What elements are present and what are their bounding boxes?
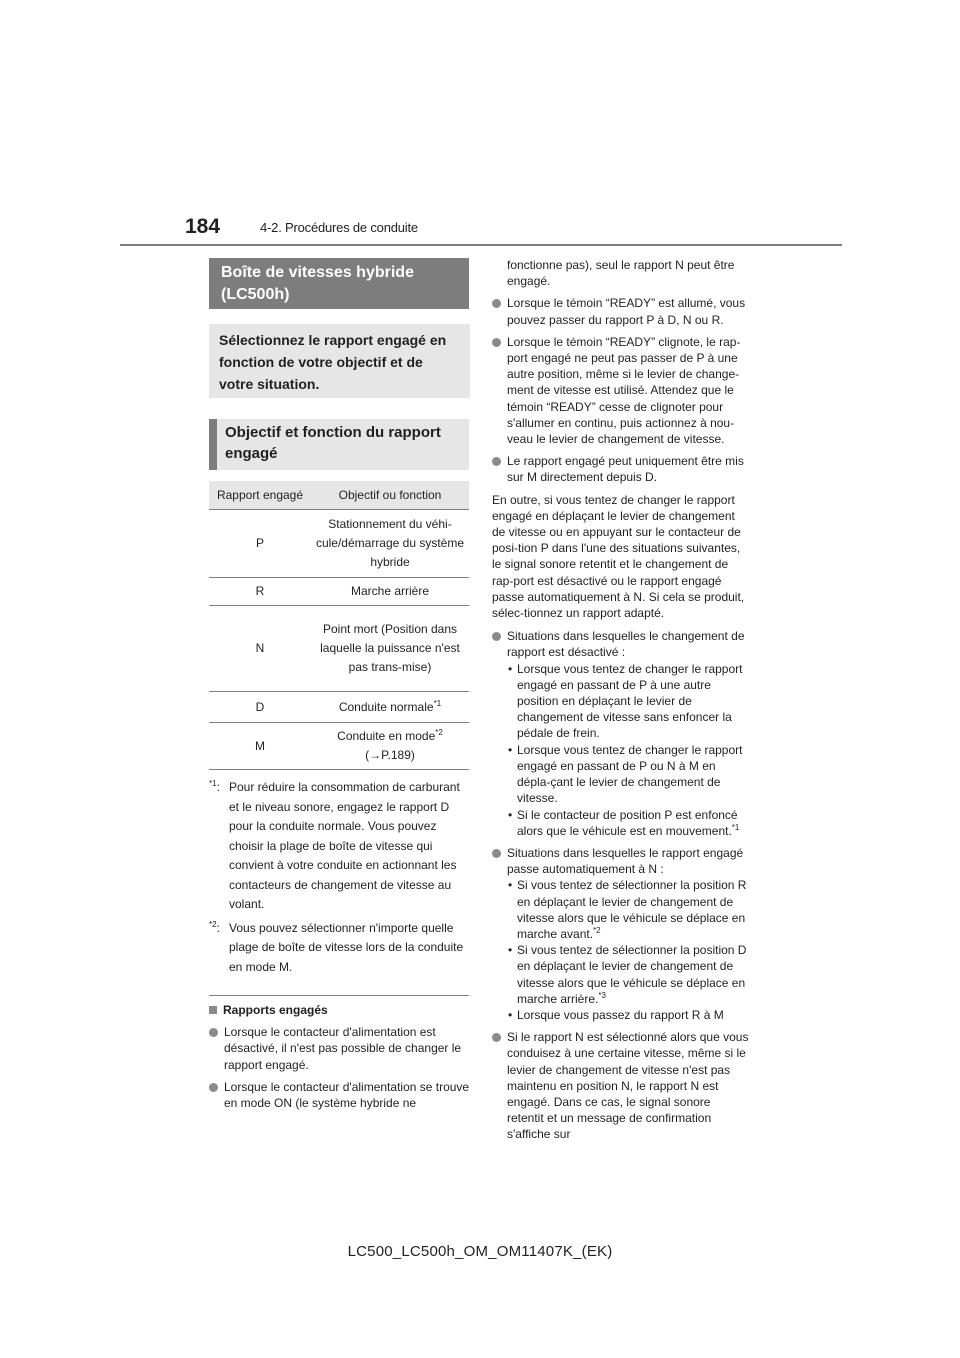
divider [209, 995, 469, 996]
function-text: Conduite en mode [337, 729, 436, 743]
footnote-text: Vous pouvez sélectionner n'importe quelle plage de boîte de vitesse lors de la conduite en mode M. [229, 920, 464, 974]
sub-item: • Si vous tentez de sélectionner la position D en déplaçant le levier de changement de vitesse alors que le véhicule se déplace en marche arrière.$^{*3}$ [508, 943, 747, 1006]
function-cell: Point mort (Position dans laquelle la puissance n'est pas trans-mise) [311, 606, 469, 692]
bullet-icon [209, 1083, 218, 1092]
bullet-icon [492, 1033, 501, 1042]
list-item [209, 1079, 471, 1111]
gear-cell: M [209, 723, 311, 770]
left-column [209, 1002, 471, 1117]
gear-cell: D [209, 692, 311, 723]
sub-item: • Lorsque vous tentez de changer le rapport engagé en passant de P à une autre position en déplaçant le levier de changement de vitesse sans enfoncer la pédale de frein. [508, 661, 743, 741]
gear-cell: N [209, 606, 311, 692]
list-item [492, 628, 750, 839]
gear-table [209, 481, 469, 770]
bullet-icon [492, 338, 501, 347]
footnote: $^{*1}$: Pour réduire la consommation de carburant et le niveau sonore, engagez le rapport D pour la conduite normale. Vous pouvez choisir la plage de boîte de vitesse qui convient à votre conduite en actionnant les contacteurs de changement de vitesse au volant. [209, 779, 460, 911]
bullet-icon [209, 1028, 218, 1037]
list-item [492, 453, 750, 485]
footnote-text: Pour réduire la consommation de carburant et le niveau sonore, engagez le rapport D pour la conduite normale. Vous pouvez choisir la plage de boîte de vitesse qui convient à votre conduite en actionnant les contacteurs de changement de vitesse au volant. [229, 780, 460, 911]
item-text: Lorsque le témoin “READY” est allumé, vous pouvez passer du rapport P à D, N ou R. [507, 296, 746, 327]
paragraph: En outre, si vous tentez de changer le rapport engagé en déplaçant le levier de changement de vitesse ou en appuyant sur le contacteur de posi-tion P dans l'une des situations suivantes, le signal sonore retentit et le changement de rap-port est désactivé ou le rapport engagé passe automatiquement à N. Si cela se produit, sélec-tionnez un rapport adapté. [492, 492, 745, 621]
rapports-heading: Rapports engagés [209, 1002, 471, 1018]
table-header-row [209, 481, 469, 510]
sub-item: • Lorsque vous passez du rapport R à M [508, 1007, 724, 1022]
bullet-icon [492, 632, 501, 641]
subsection-title: Objectif et fonction du rapport engagé [209, 419, 469, 470]
list-item-continued: fonctionne pas), seul le rapport N peut être engagé. [507, 258, 735, 289]
list-item [492, 295, 750, 327]
sub-item: • Lorsque vous tentez de changer le rapport engagé en passant de P ou N à M en dépla-çant le levier de changement de vitesse. [508, 742, 743, 806]
item-text: Lorsque le contacteur d'alimentation se trouve en mode ON (le système hybride ne [224, 1079, 470, 1111]
bullet-icon [492, 299, 501, 308]
gear-cell: P [209, 510, 311, 578]
bullet-icon [492, 457, 501, 466]
intro-box: Sélectionnez le rapport engagé en fonction de votre objectif et de votre situation. [209, 324, 470, 398]
table-row [209, 510, 469, 578]
function-text: Conduite normale [338, 699, 434, 714]
table-row [209, 692, 469, 723]
footnote-mark: *3 [598, 990, 606, 1000]
footnote-mark: *2 [435, 728, 443, 737]
item-text: Lorsque le contacteur d'alimentation est désactivé, il n'est pas possible de changer le rapport engagé. [224, 1025, 462, 1072]
gear-cell: R [209, 578, 311, 606]
function-cell [311, 692, 469, 723]
list-item [492, 1029, 750, 1142]
footnote-mark: *1 [209, 779, 217, 788]
page-number: 184 [185, 215, 221, 238]
sub-item: • Si le contacteur de position P est enfoncé alors que le véhicule est en mouvement.$^{*1}$ [508, 807, 740, 838]
footnote-mark: *1 [433, 698, 442, 708]
footnote: $^{*2}$: Vous pouvez sélectionner n'importe quelle plage de boîte de vitesse lors de la conduite en mode M. [209, 919, 464, 974]
table-header: Objectif ou fonction [311, 481, 469, 510]
item-text: Situations dans lesquelles le rapport engagé passe automatiquement à N : [507, 845, 744, 877]
footnote-mark: *2 [593, 925, 601, 935]
footnote-mark: *2 [209, 919, 217, 929]
table-row [209, 606, 469, 692]
footnotes [209, 778, 471, 981]
function-cell: Marche arrière [311, 578, 469, 606]
footnote-mark: *1 [731, 822, 740, 832]
list-item [492, 845, 750, 1023]
right-column [492, 257, 750, 1149]
page-reference: (→P.189) [365, 748, 415, 762]
section-title: 4-2. Procédures de conduite [260, 220, 418, 235]
item-text: Si le rapport N est sélectionné alors que vous conduisez à une certaine vitesse, même si le levier de changement de vitesse n'est pas maintenu en position N, le rapport N est engagé. Dans ce cas, le signal sonore retentit et un message de confirmation s'affiche sur [507, 1030, 749, 1142]
list-item [209, 1024, 471, 1073]
item-text: Le rapport engagé peut uniquement être mis sur M directement depuis D. [507, 454, 744, 485]
function-cell: Stationnement du véhi-cule/démarrage du système hybride [311, 510, 469, 578]
sub-item: • Si vous tentez de sélectionner la position R en déplaçant le levier de changement de vitesse alors que le véhicule se déplace en marche avant.$^{*2}$ [508, 878, 747, 941]
bullet-icon [492, 849, 501, 858]
function-cell [311, 723, 469, 770]
table-row [209, 578, 469, 606]
table-header: Rapport engagé [209, 481, 311, 510]
header-rule [120, 244, 842, 246]
item-text: Lorsque le témoin “READY” clignote, le rap-port engagé ne peut pas passer de P à une autre position, même si le levier de change-ment de vitesse est utilisé. Attendez que le témoin “READY” cesse de clignoter pour s'allumer en continu, puis actionnez à nou-veau le levier de changement de vitesse. [507, 334, 741, 447]
item-text: Situations dans lesquelles le changement de rapport est désactivé : [507, 629, 745, 660]
list-item [492, 334, 750, 447]
footer-code: LC500_LC500h_OM_OM11407K_(EK) [347, 1243, 613, 1260]
page-title: Boîte de vitesses hybride (LC500h) [209, 258, 469, 309]
table-row [209, 723, 469, 770]
